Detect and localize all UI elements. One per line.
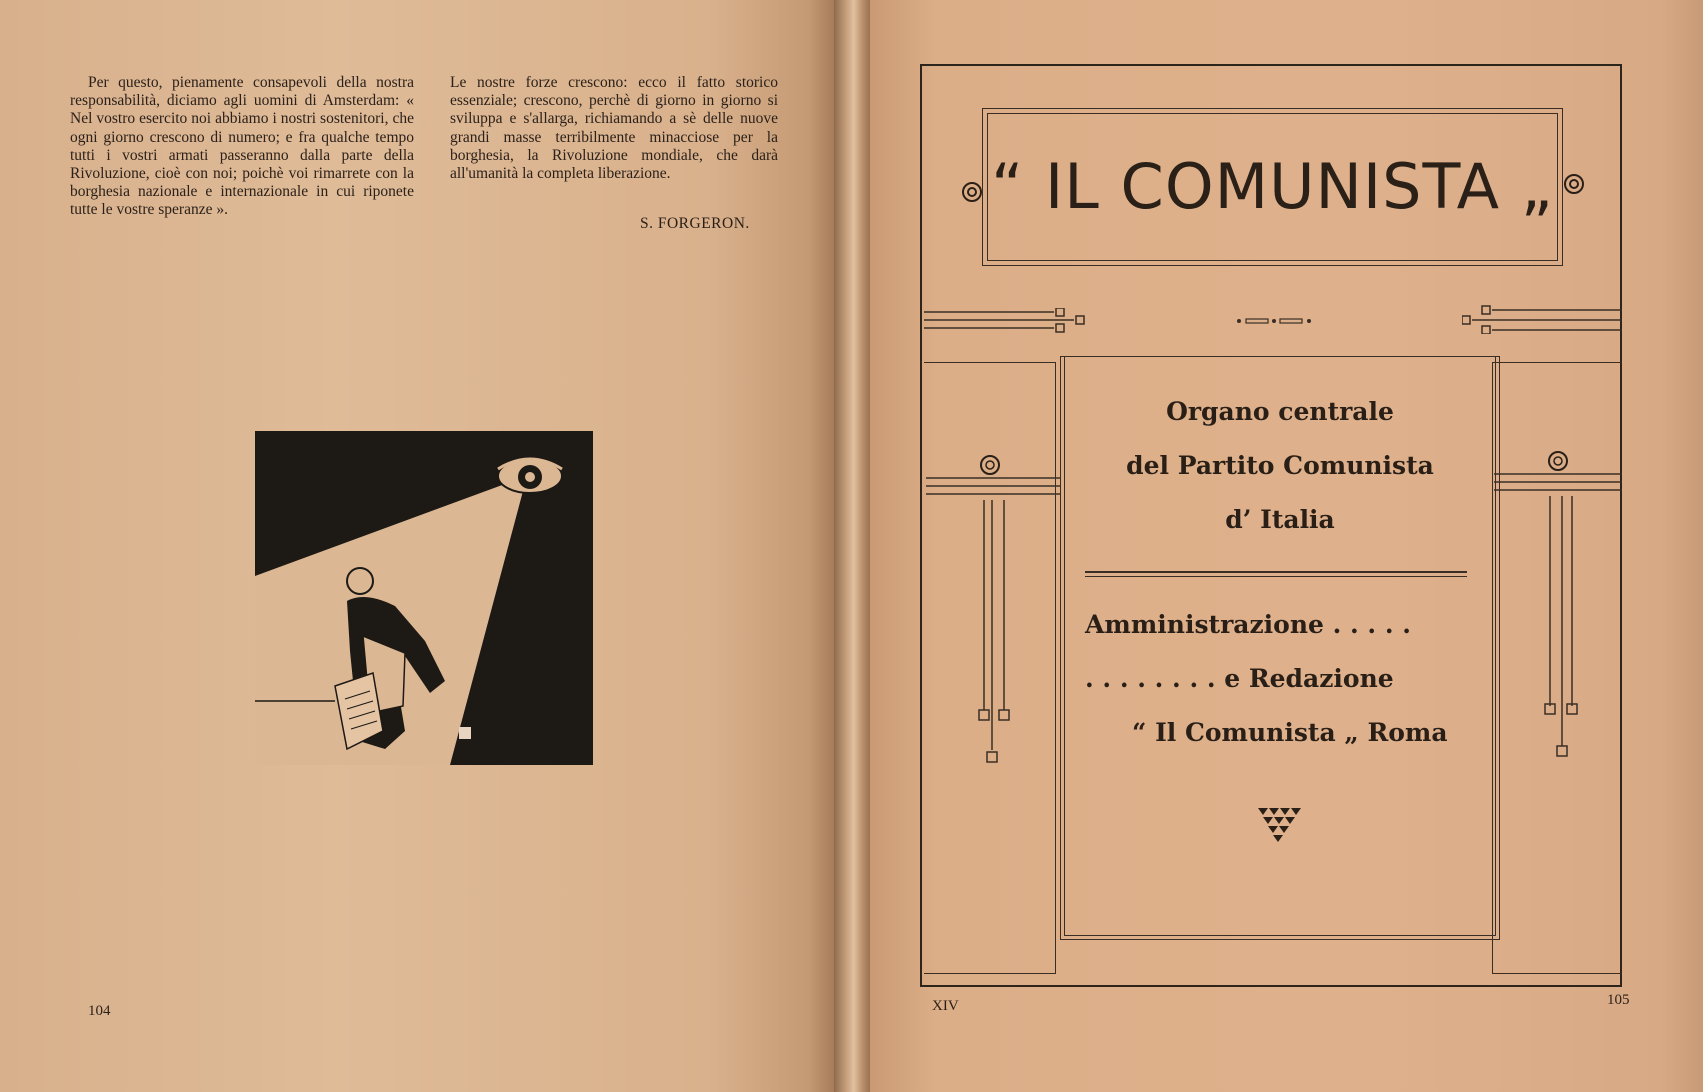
center-panel xyxy=(1060,356,1500,940)
rose-ornament-icon xyxy=(960,180,984,204)
page-number-left: 104 xyxy=(88,1003,111,1019)
decorative-lines-right xyxy=(1462,304,1622,334)
organo-line-1: Organo centrale xyxy=(1166,397,1394,426)
cartoon-illustration xyxy=(255,431,593,765)
rose-ornament-icon xyxy=(1562,172,1586,196)
organo-line-3: d’ Italia xyxy=(1225,505,1335,534)
masthead-title: “ IL COMUNISTA „ xyxy=(991,150,1554,223)
book-gutter xyxy=(834,0,870,1092)
side-ornament-right xyxy=(1494,446,1622,766)
text-column-right: Le nostre forze crescono: ecco il fatto storico essenziale; crescono, perchè di giorno in giorno si sviluppa e s'allarga, richiamando a sè delle nuove grandi masse terribilmente minacciose per la borghesia, la Rivoluzione mondiale, che darà all'umanità la completa liberazione. xyxy=(450,74,778,183)
organo-line-2: del Partito Comunista xyxy=(1126,451,1434,480)
left-page xyxy=(0,0,834,1092)
decorative-lines-left xyxy=(924,308,1094,338)
admin-line-1: Amministrazione . . . . . xyxy=(1085,610,1411,639)
horizontal-rule xyxy=(1085,571,1467,577)
center-ornament-icon xyxy=(1236,316,1316,326)
author-signature: S. FORGERON. xyxy=(640,215,750,232)
plate-number: XIV xyxy=(932,998,959,1014)
text-column-left: Per questo, pienamente consapevoli della nostra responsabilità, diciamo agli uomini di Amsterdam: « Nel vostro esercito noi abbiamo i nostri sostenitori, che ogni giorno crescono di numero; e fra qualche tempo tutti i vostri armati passeranno dalla parte della Rivoluzione, cioè con noi; poichè voi rimarrete con la borghesia nazionale e internazionale in cui riponete tutte le vostre speranze ». xyxy=(70,74,414,219)
admin-line-3: “ Il Comunista „ Roma xyxy=(1132,718,1448,747)
side-ornament-left xyxy=(926,450,1060,770)
page-number-right: 105 xyxy=(1607,992,1630,1008)
triangle-ornament-icon xyxy=(1258,808,1302,842)
admin-line-2: . . . . . . . . e Redazione xyxy=(1085,664,1394,693)
